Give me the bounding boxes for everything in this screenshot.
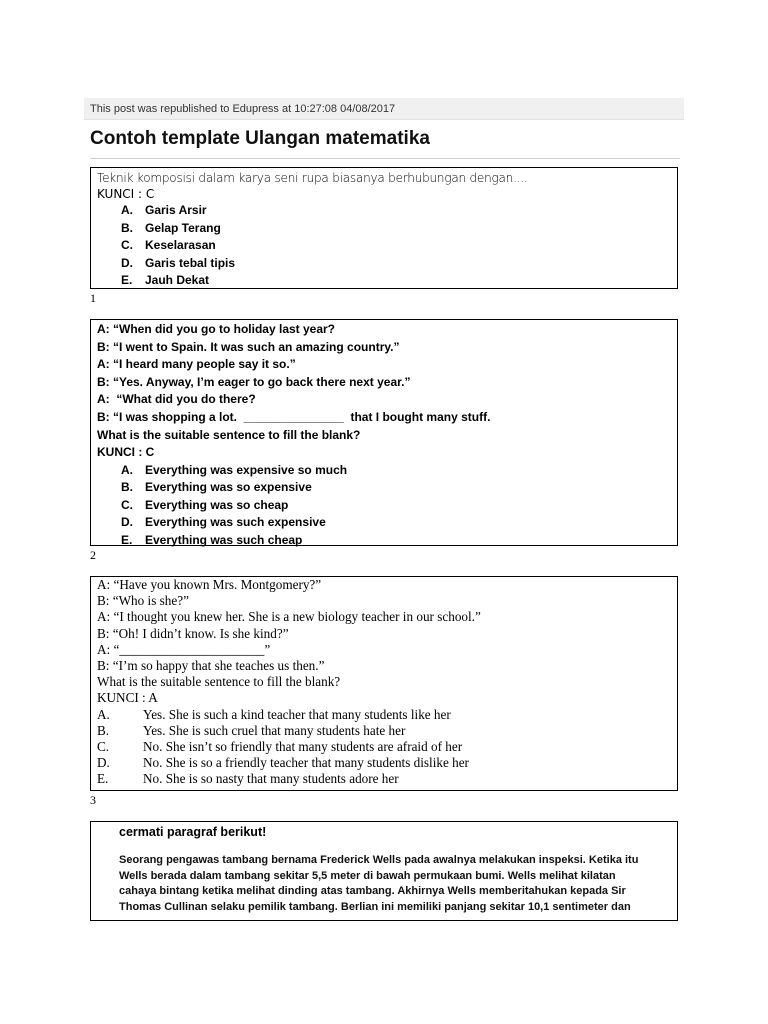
option-b: B. Yes. She is such cruel that many students hate her: [97, 722, 406, 738]
dialog-line: A: “What did you do there?: [97, 392, 256, 407]
option-d: D. No. She is so a friendly teacher that many students dislike her: [97, 755, 469, 771]
page-title: Contoh template Ulangan matematika: [90, 128, 680, 159]
dialog-line: B: “Oh! I didn’t know. Is she kind?”: [97, 625, 289, 641]
answer-key: KUNCI : C: [97, 445, 155, 460]
option-c: C. Everything was so cheap: [121, 497, 289, 512]
question-prompt: What is the suitable sentence to fill the blank?: [97, 427, 361, 442]
option-a: A. Yes. She is such a kind teacher that many students like her: [97, 706, 451, 722]
dialog-line: B: “I was shopping a lot. _______________ that I bought many stuff.: [97, 409, 491, 424]
question-number-1: 1: [90, 291, 96, 305]
question-box-2: [90, 319, 678, 546]
dialog-line: B: “I went to Spain. It was such an amazing country.”: [97, 339, 400, 354]
question-number-3: 3: [90, 793, 96, 807]
dialog-line: A: “I thought you knew her. She is a new biology teacher in our school.”: [97, 609, 481, 625]
option-b: B. Everything was so expensive: [121, 480, 312, 495]
question-number-2: 2: [90, 548, 96, 562]
option-a: A. Everything was expensive so much: [121, 462, 348, 477]
option-e: E. Jauh Dekat: [121, 273, 210, 287]
option-a: A. Garis Arsir: [121, 203, 207, 217]
dialog-line: A: “I heard many people say it so.”: [97, 357, 296, 372]
question-box-4: [90, 821, 678, 921]
option-e: E. Everything was such cheap: [121, 532, 303, 547]
dialog-line: A: “Have you known Mrs. Montgomery?”: [97, 577, 322, 592]
reading-paragraph: Seorang pengawas tambang bernama Frederick Wells pada awalnya melakukan inspeksi. Ketika itu Wells berada dalam tambang sekitar 5,5 meter di bawah permukaan bumi. Wells melihat kilatan cahaya bintang ketika melihat dinding atas tambang. Akhirnya Wells memberitahukan kepada Sir Thomas Cullinan selaku pemilik tambang. Berlian ini memiliki panjang sekitar 10,1 sentimeter dan: [119, 854, 639, 913]
answer-key: KUNCI : A: [97, 690, 158, 706]
question-prompt: Teknik komposisi dalam karya seni rupa biasanya berhubungan dengan....: [97, 171, 528, 185]
republish-banner: This post was republished to Edupress at 10:27:08 04/08/2017: [84, 98, 684, 120]
dialog-line: B: “Yes. Anyway, I’m eager to go back there next year.”: [97, 374, 411, 389]
option-c: C. No. She isn’t so friendly that many students are afraid of her: [97, 739, 463, 755]
dialog-line: B: “Who is she?”: [97, 593, 189, 609]
dialog-line: B: “I’m so happy that she teaches us then.”: [97, 658, 325, 674]
answer-key: KUNCI : C: [97, 187, 155, 201]
option-d: D. Everything was such expensive: [121, 515, 326, 530]
dialog-line: A: “When did you go to holiday last year?: [97, 322, 336, 336]
option-c: C. Keselarasan: [121, 238, 216, 252]
question-prompt: What is the suitable sentence to fill the blank?: [97, 674, 341, 690]
option-d: D. Garis tebal tipis: [121, 255, 236, 270]
question-box-1: [90, 167, 678, 289]
section-heading: cermati paragraf berikut!: [119, 825, 267, 839]
question-box-3: [90, 576, 678, 791]
option-e: E. No. She is so nasty that many students adore her: [97, 771, 399, 787]
option-b: B. Gelap Terang: [121, 220, 221, 235]
dialog-line: A: “______________________”: [97, 641, 271, 657]
